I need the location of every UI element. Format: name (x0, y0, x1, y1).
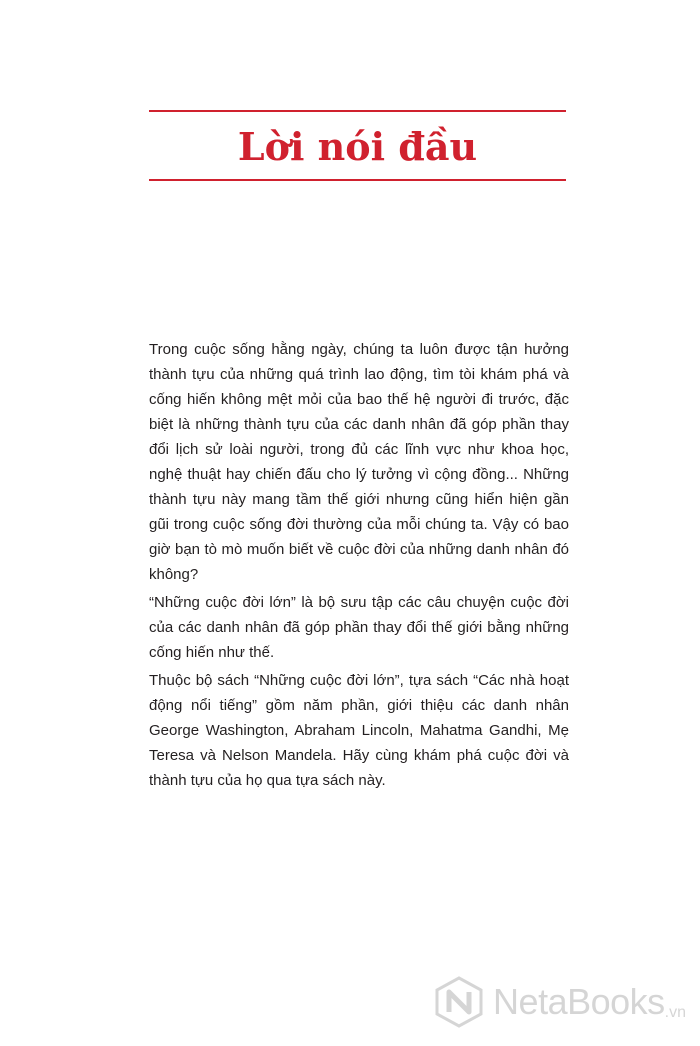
paragraph-3: Thuộc bộ sách “Những cuộc đời lớn”, tựa sách “Các nhà hoạt động nổi tiếng” gồm năm phần, giới thiệu các danh nhân George Washington, Abraham Lincoln, Mahatma Gandhi, Mẹ Teresa và Nelson Mandela. Hãy cùng khám phá cuộc đời và thành tựu của họ qua tựa sách này. (149, 672, 569, 789)
netabooks-logo-icon (433, 976, 485, 1028)
page-title: Lời nói đầu (237, 124, 478, 169)
paragraph-1: Trong cuộc sống hằng ngày, chúng ta luôn được tận hưởng thành tựu của những quá trình lao động, tìm tòi khám phá và cống hiến không mệt mỏi của bao thế hệ người đi trước, đặc biệt là những thành tựu của các danh nhân đã góp phần thay đổi lịch sử loài người, trong đủ các lĩnh vực như khoa học, nghệ thuật hay chiến đấu cho lý tưởng vì cộng đồng... Những thành tựu này mang tầm thế giới nhưng cũng hiển hiện gần gũi trong cuộc sống đời thường của mỗi chúng ta. Vậy có bao giờ bạn tò mò muốn biết về cuộc đời của những danh nhân đó không? (149, 341, 569, 583)
watermark (433, 976, 686, 1028)
title-top-rule (149, 110, 566, 112)
paragraph-2: “Những cuộc đời lớn” là bộ sưu tập các câu chuyện cuộc đời của các danh nhân đã góp phần thay đổi thế giới bằng những cống hiến như thế. (149, 594, 569, 661)
watermark-suffix: .vn (664, 1004, 686, 1021)
title-bottom-rule (149, 179, 566, 181)
body-text (149, 337, 569, 796)
watermark-brand: NetaBooks (493, 981, 665, 1022)
